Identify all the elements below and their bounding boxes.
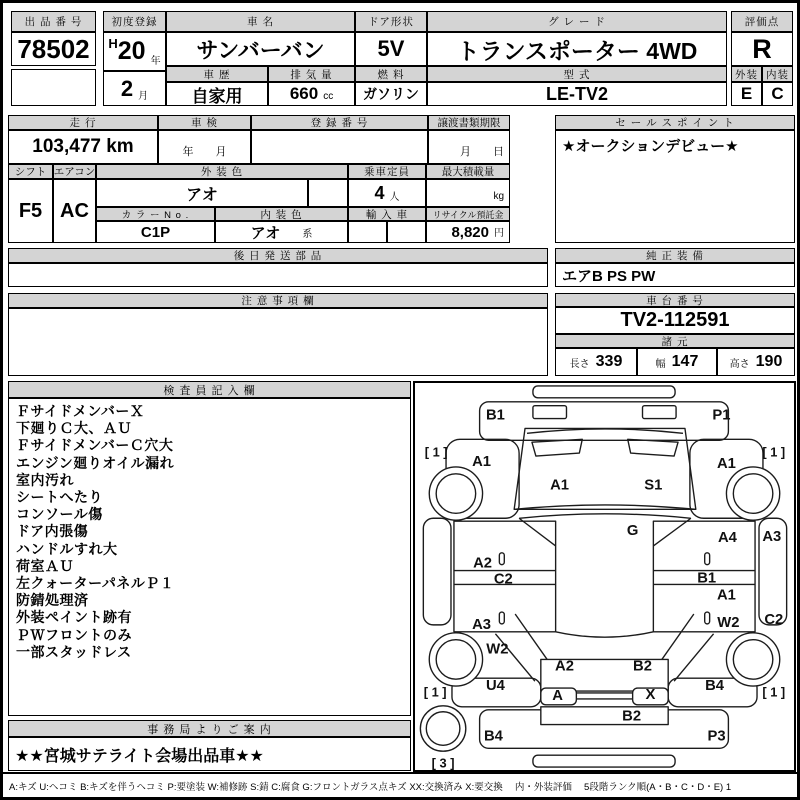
inspector-note-line: ハンドルすれ大	[16, 540, 118, 557]
svg-text:A2: A2	[555, 658, 574, 675]
import-label: 輸 入 車	[348, 207, 426, 221]
svg-text:A: A	[552, 687, 563, 704]
aircon-value: AC	[53, 179, 96, 243]
oem-equipment-label: 純 正 装 備	[555, 248, 795, 263]
aircon-label: エアコン	[53, 166, 96, 178]
cautions-label: 注 意 事 項 欄	[8, 293, 548, 308]
lot-number-label: 出 品 番 号	[11, 11, 96, 32]
svg-text:[ 1 ]: [ 1 ]	[762, 684, 786, 700]
inspector-note-line: ＦサイドメンバーＣ穴大	[16, 437, 174, 454]
door-shape-value: 5V	[355, 32, 427, 66]
svg-text:P3: P3	[707, 728, 726, 745]
car-name-value: サンバーバン	[166, 32, 355, 66]
length-value: 339	[595, 353, 623, 370]
recycle-fee-unit: 円	[494, 228, 504, 239]
score-value: R	[731, 32, 793, 66]
first-registration-label: 初度登録	[103, 11, 166, 32]
lot-number-value: 78502	[11, 32, 96, 66]
svg-text:U4: U4	[485, 678, 505, 695]
model-code-label: 型 式	[427, 66, 727, 82]
svg-text:A3: A3	[472, 616, 492, 633]
capacity-label: 乗車定員	[348, 164, 426, 179]
svg-text:[ 1 ]: [ 1 ]	[424, 444, 448, 460]
svg-text:A1: A1	[550, 477, 570, 494]
width-label: 幅	[655, 358, 666, 370]
inspector-note-line: 荷室ＡＵ	[16, 557, 74, 574]
exterior-color-label: 外 装 色	[96, 164, 348, 179]
shift-value: F5	[8, 179, 53, 243]
capacity-value	[348, 179, 426, 207]
svg-text:W2: W2	[486, 641, 509, 658]
transfer-deadline-label: 譲渡書類期限	[428, 115, 510, 130]
spec-height-cell	[717, 348, 795, 376]
sales-point-label: セ ー ル ス ポ イ ン ト	[555, 115, 795, 130]
oem-equipment-value: エアB PS PW	[555, 263, 795, 287]
registration-number-value	[251, 130, 428, 164]
import-cell-b	[387, 221, 426, 243]
fuel-label: 燃 料	[355, 66, 427, 82]
recycle-fee-label: リサイクル預託金	[426, 207, 510, 221]
svg-text:B4: B4	[483, 728, 503, 745]
displacement-number: 660	[289, 84, 319, 103]
damage-diagram-panel	[413, 381, 796, 772]
width-value: 147	[671, 353, 699, 370]
inspector-note-line: コンソール傷	[16, 506, 103, 523]
inspector-notes-label: 検 査 員 記 入 欄	[8, 381, 411, 398]
spec-length-cell	[555, 348, 637, 376]
svg-text:C2: C2	[493, 571, 513, 588]
recycle-fee-number: 8,820	[451, 223, 489, 241]
svg-text:[ 1 ]: [ 1 ]	[762, 444, 786, 460]
recycle-fee-value	[426, 221, 510, 243]
height-label: 高さ	[729, 358, 750, 370]
inspector-note-line: エンジン廻りオイル漏れ	[16, 454, 175, 471]
reg-year-unit: 年	[150, 56, 161, 67]
inspector-note-line: シートへたり	[16, 489, 103, 506]
inspection-label: 車 検	[158, 115, 251, 130]
reg-year: 20	[117, 37, 146, 65]
model-code-value: LE-TV2	[427, 82, 727, 106]
svg-text:B2: B2	[633, 658, 652, 675]
registration-number-label: 登 録 番 号	[251, 115, 428, 130]
color-no-value: C1P	[96, 221, 215, 243]
exterior-grade-label: 外装	[731, 66, 762, 82]
mileage-label: 走 行	[8, 115, 158, 130]
reg-month: 2	[120, 75, 134, 101]
office-notice-label: 事 務 局 よ り ご 案 内	[8, 720, 411, 737]
inspector-note-line: 室内汚れ	[16, 471, 74, 488]
era-letter: H	[108, 36, 118, 51]
car-name-label: 車 名	[166, 11, 355, 32]
chassis-number-value: TV2-112591	[555, 307, 795, 334]
door-shape-label: ドア形状	[355, 11, 427, 32]
svg-text:P1: P1	[712, 407, 731, 424]
reg-month-unit: 月	[138, 91, 149, 102]
grade-value: トランスポーター 4WD	[427, 32, 727, 66]
car-top-view-diagram	[415, 383, 794, 770]
svg-text:G: G	[626, 523, 639, 540]
exterior-grade-value: E	[731, 82, 762, 106]
interior-color-name: アオ	[250, 224, 281, 242]
footer-divider	[3, 772, 797, 774]
exterior-color-sub-cell	[308, 179, 348, 207]
interior-grade-value: C	[762, 82, 793, 106]
svg-text:B1: B1	[485, 407, 505, 424]
svg-text:A1: A1	[716, 587, 736, 604]
lot-empty-cell	[11, 69, 96, 106]
exterior-color-value: アオ	[96, 179, 308, 207]
svg-text:B2: B2	[622, 708, 642, 725]
capacity-unit: 人	[389, 192, 400, 203]
svg-text:[ 1 ]: [ 1 ]	[423, 684, 447, 700]
inspector-note-line: 一部スタッドレス	[16, 643, 132, 660]
first-registration-month	[103, 71, 166, 106]
inspector-note-line: ドア内張傷	[16, 523, 89, 540]
sales-point-value: ★オークションデビュー★	[555, 130, 795, 243]
svg-text:B1: B1	[697, 570, 717, 587]
inspection-value: 年 月	[158, 130, 251, 164]
inspector-note-line: ＦサイドメンバーＸ	[16, 403, 145, 419]
svg-text:A1: A1	[472, 453, 492, 470]
svg-text:[ 3 ]: [ 3 ]	[431, 755, 455, 770]
later-shipped-parts-value	[8, 263, 548, 287]
color-no-label: カ ラ ー N o .	[96, 207, 215, 221]
svg-text:X: X	[645, 686, 656, 703]
inspector-note-line: 左クォーターパネルＰ１	[16, 575, 175, 592]
interior-grade-label: 内装	[762, 66, 793, 82]
length-label: 長さ	[569, 358, 590, 370]
score-label: 評価点	[731, 11, 793, 32]
svg-text:A4: A4	[717, 529, 737, 546]
inspector-note-line: ＰＷフロントのみ	[16, 626, 132, 643]
mileage-value: 103,477 km	[8, 130, 158, 164]
import-cell-a	[348, 221, 387, 243]
displacement-value	[268, 82, 355, 106]
svg-text:A1: A1	[716, 455, 736, 472]
specs-label: 諸 元	[555, 334, 795, 348]
inspector-note-line: 外装ペイント跡有	[16, 609, 132, 626]
cautions-value	[8, 308, 548, 376]
office-notice-value: ★★宮城サテライト会場出品車★★	[8, 737, 411, 771]
spec-width-cell	[637, 348, 717, 376]
inspector-note-line: 下廻りＣ大、ＡＵ	[16, 420, 132, 437]
transfer-deadline-value: 月 日	[428, 130, 510, 164]
history-value: 自家用	[166, 82, 268, 106]
svg-text:S1: S1	[644, 477, 663, 494]
first-registration-year	[103, 32, 166, 71]
svg-text:C2: C2	[764, 611, 784, 628]
fuel-value: ガソリン	[355, 82, 427, 106]
interior-color-value	[215, 221, 348, 243]
interior-color-suffix: 系	[302, 228, 313, 240]
svg-text:W2: W2	[717, 614, 740, 631]
displacement-unit: cc	[323, 91, 334, 102]
displacement-label: 排 気 量	[268, 66, 355, 82]
interior-color-label: 内 装 色	[215, 207, 348, 221]
shift-label: シフト	[8, 164, 53, 179]
chassis-number-label: 車 台 番 号	[555, 293, 795, 307]
capacity-number: 4	[374, 182, 385, 203]
svg-text:B4: B4	[705, 678, 725, 695]
inspector-notes	[8, 398, 411, 716]
history-label: 車 歴	[166, 66, 268, 82]
svg-text:A2: A2	[473, 555, 493, 572]
max-load-value: kg	[426, 179, 510, 207]
later-shipped-parts-label: 後 日 発 送 部 品	[8, 248, 548, 263]
max-load-label: 最大積載量	[426, 164, 510, 179]
inspector-note-line: 防錆処理済	[16, 592, 89, 609]
grade-label: グ レ ー ド	[427, 11, 727, 32]
height-value: 190	[755, 353, 783, 370]
footer-legend: A:キズ U:ヘコミ B:キズを伴うヘコミ P:要塗装 W:補修跡 S:錆 C:腐食 G:フロントガラス点キズ XX:交換済み X:要交換 内・外装評価 5段階ランク順(A・B・C・D・E) 1	[9, 782, 732, 793]
svg-text:A3: A3	[762, 529, 782, 546]
